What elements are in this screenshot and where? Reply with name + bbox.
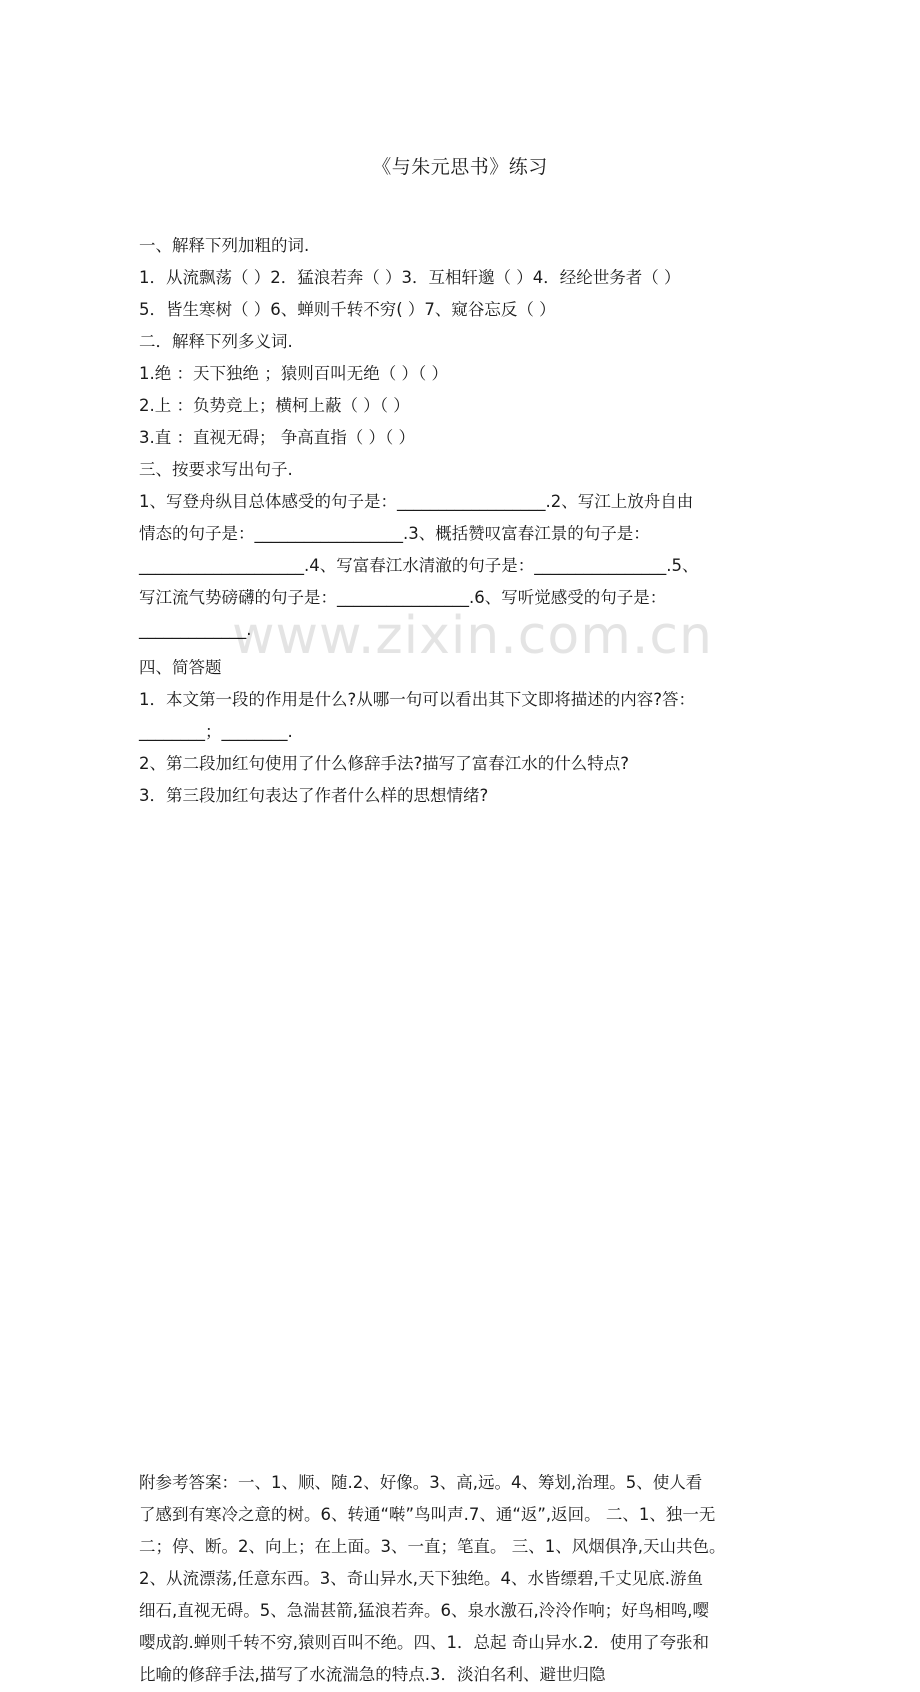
question-line: 1．从流飘荡（ ）2．猛浪若奔（ ）3．互相轩邈（ ）4．经纶世务者（ ） [139, 268, 681, 287]
page-title: 《与朱元思书》练习 [372, 156, 548, 178]
question-line: 写江流气势磅礴的句子是：________________.6、写听觉感受的句子是： [139, 588, 667, 607]
exercise-body [139, 230, 799, 812]
question-line: 1.绝 ：天下独绝 ；猿则百叫无绝（ ）（ ） [139, 364, 448, 383]
answer-line: 二；停、断。2、向上；在上面。3、一直；笔直。 三、1、风烟俱净,天山共色。 [139, 1537, 726, 1556]
question-line: 2.上 ：负势竞上；横柯上蔽（ ）（ ） [139, 396, 410, 415]
section-1-heading: 一、解释下列加粗的词. [139, 236, 310, 255]
watermark: www.zixin.com.cn [232, 606, 713, 666]
answer-line: 细石,直视无碍。5、急湍甚箭,猛浪若奔。6、泉水激石,泠泠作响；好鸟相鸣,嘤 [139, 1601, 709, 1620]
question-line: ________；________. [139, 722, 293, 741]
question-line: ____________________.4、写富春江水清澈的句子是：________________.5、 [139, 556, 699, 575]
answer-key [139, 1467, 799, 1691]
question-line: 3.直 ：直视无碍； 争高直指（ ）（ ） [139, 428, 415, 447]
question-line: 1．本文第一段的作用是什么?从哪一句可以看出其下文即将描述的内容?答： [139, 690, 696, 709]
answer-line: 2、从流漂荡,任意东西。3、奇山异水,天下独绝。4、水皆缥碧,千丈见底.游鱼 [139, 1569, 703, 1588]
answer-line: 嘤成韵.蝉则千转不穷,猿则百叫不绝。四、1．总起 奇山异水.2．使用了夸张和 [139, 1633, 709, 1652]
answer-line: 了感到有寒冷之意的树。6、转通“啭”鸟叫声.7、通“返”,返回。 二、1、独一无 [139, 1505, 716, 1524]
question-line: 5．皆生寒树（ ）6、蝉则千转不穷( ）7、窥谷忘反（ ） [139, 300, 556, 319]
answer-line: 比喻的修辞手法,描写了水流湍急的特点.3．淡泊名利、避世归隐 [139, 1665, 606, 1684]
section-3-heading: 三、按要求写出句子. [139, 460, 293, 479]
question-line: 1、写登舟纵目总体感受的句子是：__________________.2、写江上放舟自由 [139, 492, 694, 511]
question-line: 情态的句子是：__________________.3、概括赞叹富春江景的句子是： [139, 524, 650, 543]
question-line: 2、第二段加红句使用了什么修辞手法?描写了富春江水的什么特点? [139, 754, 630, 773]
question-line: 3．第三段加红句表达了作者什么样的思想情绪? [139, 786, 489, 805]
answer-line: 附参考答案：一、1、顺、随.2、好像。3、高,远。4、筹划,治理。5、使人看 [139, 1473, 703, 1492]
section-2-heading: 二．解释下列多义词. [139, 332, 293, 351]
question-line: _____________. [139, 620, 252, 639]
section-4-heading: 四、简答题 [139, 658, 222, 677]
